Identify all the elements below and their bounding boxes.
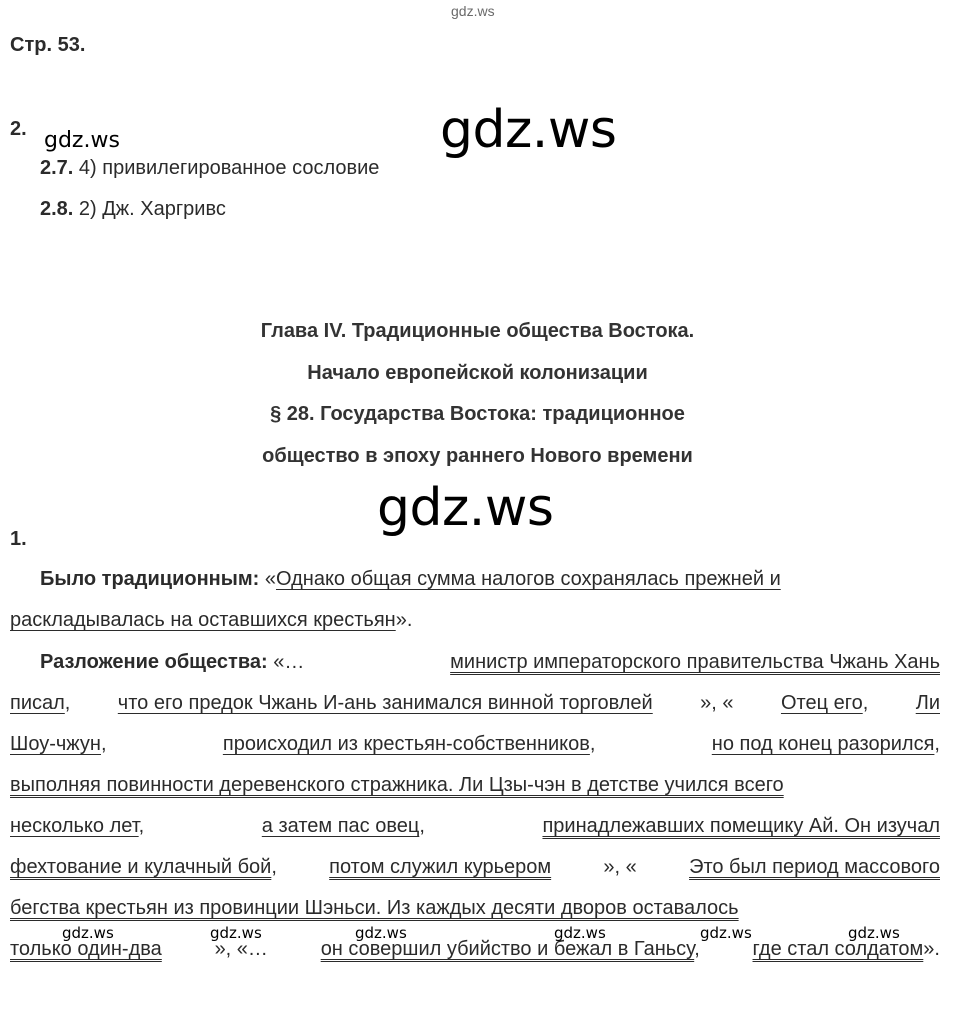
task1-number: 1.: [10, 528, 27, 550]
comma: ,: [64, 692, 71, 714]
p2-line-3: [10, 732, 940, 756]
p2-l2-g: Ли: [915, 692, 940, 714]
watermark-row-1: gdz.ws: [62, 924, 114, 942]
p2-line-8: [10, 937, 940, 961]
p1-label: Было традиционным:: [40, 568, 260, 590]
section-heading-line-1: § 28. Государства Востока: традиционное: [270, 403, 685, 425]
comma: ,: [934, 733, 940, 755]
item-num: 2.8.: [40, 198, 74, 220]
quote-sep: », «: [603, 856, 637, 878]
p2-l5-c: а затем пас овец: [261, 815, 420, 837]
p2-l6-e: Это был период массового: [689, 856, 940, 878]
p2-l2-c: что его предок Чжань И-ань занимался винной торговлей: [117, 692, 653, 714]
p2-line-4: [10, 773, 940, 797]
watermark-row-3: gdz.ws: [355, 924, 407, 942]
comma: ,: [862, 692, 869, 714]
p1-quote-b: раскладывалась на оставшихся крестьян: [10, 609, 396, 631]
p2-l6-c: потом служил курьером: [329, 856, 552, 878]
p1-line-2: [10, 608, 940, 632]
watermark-top: gdz.ws: [451, 3, 495, 19]
p2-line-7: [10, 896, 940, 920]
p2-l6-a: фехтование и кулачный бой: [10, 856, 272, 878]
watermark-small-left: gdz.ws: [44, 128, 120, 153]
section-heading-line-2: общество в эпоху раннего Нового времени: [262, 445, 693, 467]
comma: ,: [100, 733, 107, 755]
p2-l3-e: но под конец разорился: [711, 733, 935, 755]
quote-sep: », «: [700, 692, 734, 714]
p2-l2-a: писал: [10, 692, 65, 714]
p2-l5-a: несколько лет: [10, 815, 139, 837]
comma: ,: [694, 938, 700, 960]
task2-number: 2.: [10, 118, 27, 140]
p1-line-1: [40, 567, 940, 591]
p2-line-6: [10, 855, 940, 879]
comma: ,: [271, 856, 277, 878]
task2-item-2-8: [40, 198, 226, 221]
watermark-row-4: gdz.ws: [554, 924, 606, 942]
p2-l2-e: Отец его: [780, 692, 863, 714]
watermark-big-upper: gdz.ws: [440, 100, 617, 160]
p2-line-1: [40, 650, 940, 674]
page-label: Стр. 53.: [10, 34, 86, 56]
watermark-row-2: gdz.ws: [210, 924, 262, 942]
p1-quote-a: Однако общая сумма налогов сохранялась прежней и: [275, 568, 781, 590]
p2-l8-e: где стал солдатом: [752, 938, 924, 960]
p2-line-2: [10, 691, 940, 715]
p2-l7-a: бегства крестьян из провинции Шэньси. Из каждых десяти дворов оставалось: [10, 897, 739, 919]
quote-close: ».: [395, 609, 413, 631]
p2-l8-a: только один-два: [10, 938, 162, 960]
quote-open: «…: [273, 651, 305, 673]
chapter-heading-line-2: Начало европейской колонизации: [307, 362, 648, 384]
comma: ,: [589, 733, 596, 755]
watermark-row-5: gdz.ws: [700, 924, 752, 942]
quote-open: «: [264, 568, 276, 590]
item-text: 4) привилегированное сословие: [78, 157, 380, 179]
p1-label-wrap: [40, 567, 781, 591]
p2-l5-e: принадлежавших помещику Ай. Он изучал: [542, 815, 940, 837]
p2-line-5: [10, 814, 940, 838]
quote-close: ».: [923, 938, 940, 960]
p2-l4-a: выполняя повинности деревенского стражника. Ли Цзы-чэн в детстве учился всего: [10, 774, 784, 796]
quote-sep: », «…: [214, 938, 268, 960]
p2-l3-c: происходил из крестьян-собственников: [222, 733, 590, 755]
task2-item-2-7: [40, 157, 379, 180]
watermark-row-6: gdz.ws: [848, 924, 900, 942]
item-text: 2) Дж. Харгривс: [78, 198, 226, 220]
item-num: 2.7.: [40, 157, 74, 179]
p2-label-wrap: [40, 650, 304, 674]
p2-l3-a: Шоу-чжун: [10, 733, 101, 755]
p2-l8-c: он совершил убийство и бежал в Ганьсу: [320, 938, 695, 960]
comma: ,: [419, 815, 425, 837]
comma: ,: [138, 815, 145, 837]
watermark-big-middle: gdz.ws: [377, 478, 554, 538]
p2-label: Разложение общества:: [40, 651, 268, 673]
p2-l1-a: министр императорского правительства Чжань Хань: [450, 651, 940, 673]
chapter-heading-line-1: Глава IV. Традиционные общества Востока.: [260, 320, 695, 342]
